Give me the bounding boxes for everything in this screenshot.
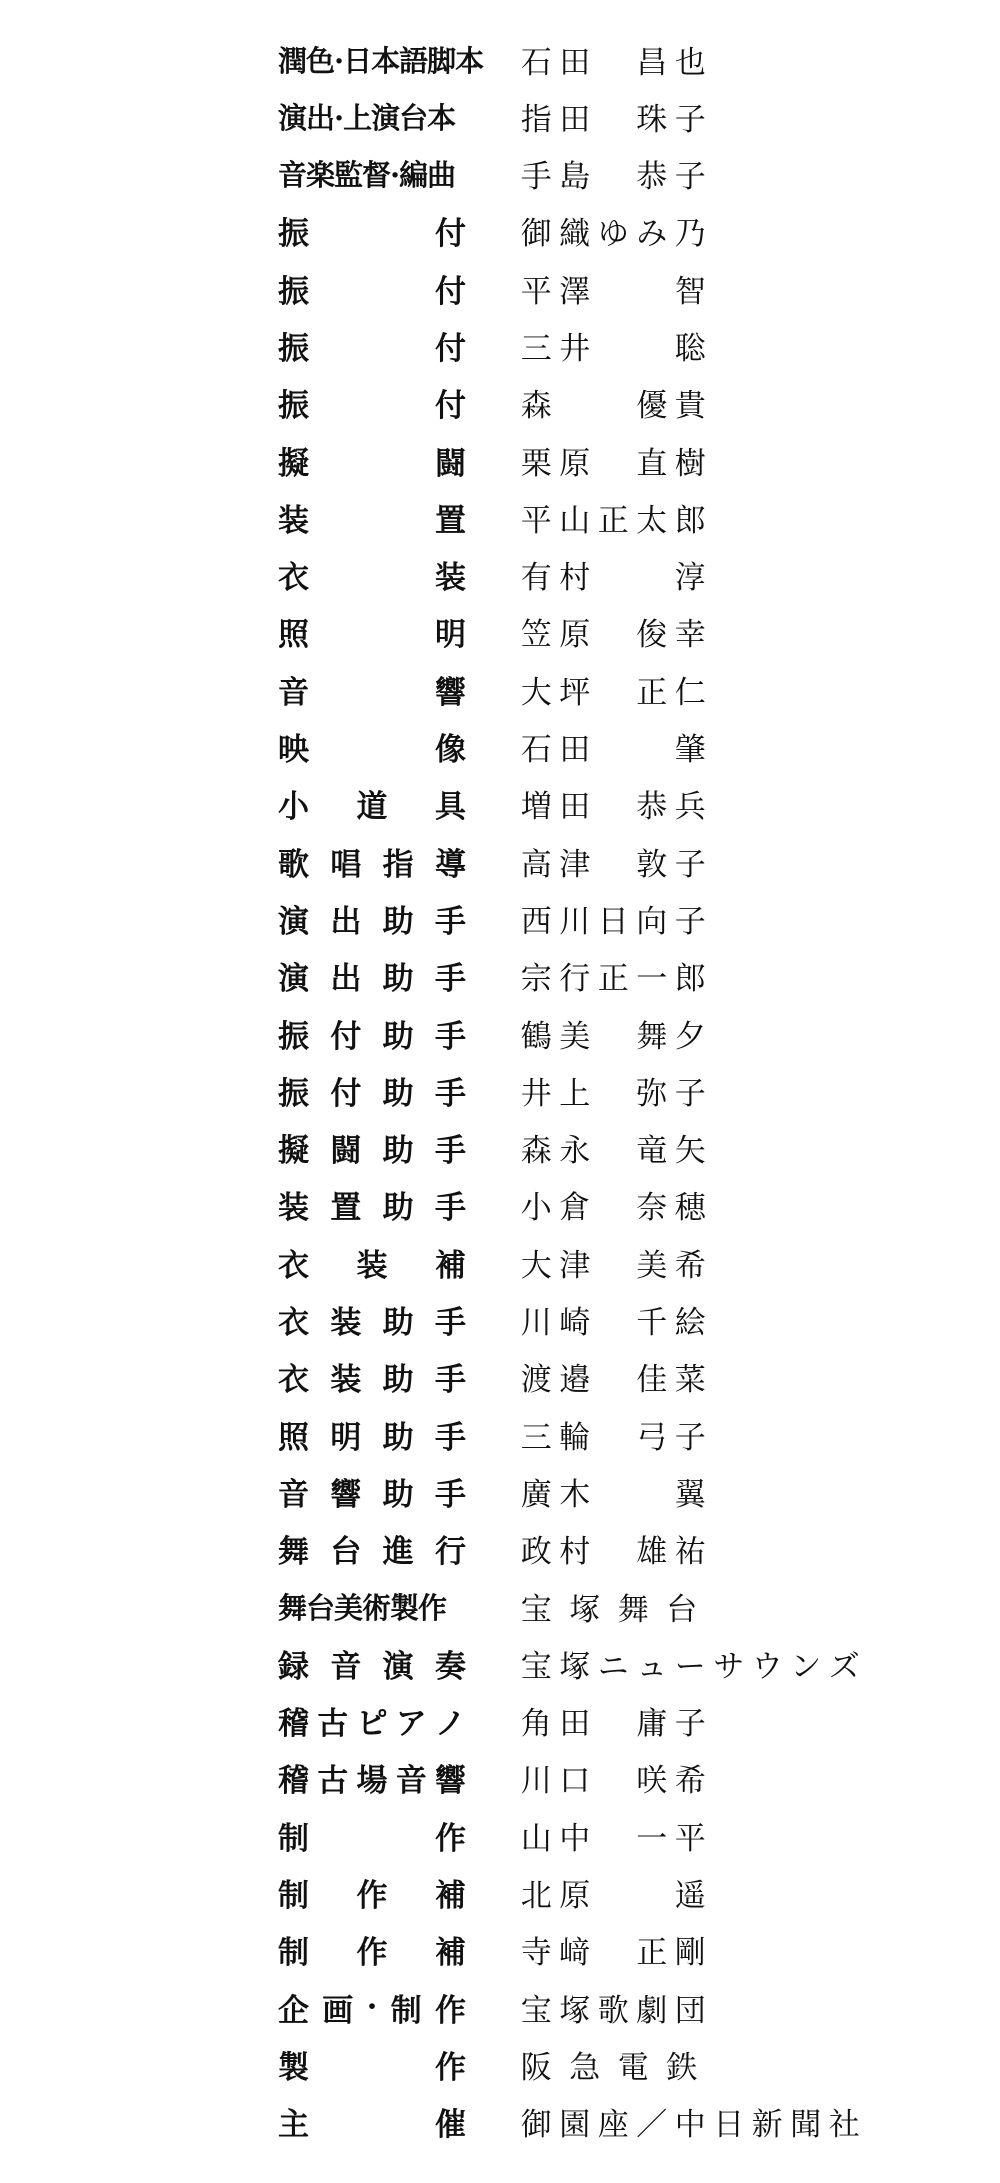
credit-role: 装 置	[278, 502, 466, 539]
credit-role: 稽 古 場 音 響	[278, 1763, 466, 1800]
credit-row	[0, 1922, 1000, 1979]
credit-role: 衣 装 助 手	[278, 1362, 466, 1399]
credit-name: 小 倉 奈 穂	[520, 1190, 706, 1227]
credit-name: 宝 塚 舞 台	[520, 1591, 698, 1628]
credit-name: 高 津 敦 子	[520, 846, 706, 883]
credit-name: 森 優 貴	[520, 388, 706, 425]
credit-role: 照 明	[278, 617, 466, 654]
credit-name: 西 川 日 向 子	[520, 903, 706, 940]
credit-name: 山 中 一 平	[520, 1820, 706, 1857]
credit-row	[0, 260, 1000, 317]
credit-role: 衣 装 助 手	[278, 1305, 466, 1342]
credit-role: 振 付	[278, 216, 466, 253]
credit-row	[0, 2094, 1000, 2151]
credit-row	[0, 432, 1000, 489]
credit-role: 擬 闘 助 手	[278, 1133, 466, 1170]
credit-name: 森 永 竜 矢	[520, 1133, 706, 1170]
credit-name: 寺 﨑 正 剛	[520, 1935, 706, 1972]
credit-row	[0, 776, 1000, 833]
credit-role: 舞 台 進 行	[278, 1534, 466, 1571]
credit-name: 阪 急 電 鉄	[520, 2049, 698, 2086]
credit-name: 手 島 恭 子	[520, 159, 706, 196]
credit-role: 舞台美術製作	[278, 1590, 447, 1625]
credit-name: 御 織 ゆ み 乃	[520, 216, 706, 253]
credit-row	[0, 1177, 1000, 1234]
credit-name: 栗 原 直 樹	[520, 445, 706, 482]
credit-role: 擬 闘	[278, 445, 466, 482]
credit-role: 製 作	[278, 2049, 466, 2086]
credit-row	[0, 1521, 1000, 1578]
credit-role: 照 明 助 手	[278, 1419, 466, 1456]
credit-row	[0, 1693, 1000, 1750]
credit-name: 川 口 咲 希	[520, 1763, 706, 1800]
credit-role: 演出·上演台本	[278, 100, 456, 135]
credit-name: 大 坪 正 仁	[520, 674, 706, 711]
credit-name: 指 田 珠 子	[520, 101, 706, 138]
credit-role: 振 付	[278, 273, 466, 310]
credit-name: 石 田 肇	[520, 732, 706, 769]
credit-row	[0, 203, 1000, 260]
credit-role: 衣 装 補	[278, 1247, 466, 1284]
credit-name: 三 井 聡	[520, 330, 706, 367]
credit-role: 潤色·日本語脚本	[278, 43, 484, 78]
credit-row	[0, 1349, 1000, 1406]
credit-name: 平 山 正 太 郎	[520, 502, 706, 539]
credit-role: 振 付	[278, 388, 466, 425]
credit-name: 宝 塚 歌 劇 団	[520, 1992, 706, 2029]
credit-row	[0, 719, 1000, 776]
credit-row	[0, 1292, 1000, 1349]
credit-name: 宗 行 正 一 郎	[520, 961, 706, 998]
credit-row	[0, 1578, 1000, 1635]
credit-role: 小 道 具	[278, 789, 466, 826]
credit-name: 角 田 庸 子	[520, 1706, 706, 1743]
credit-name: 渡 邉 佳 菜	[520, 1362, 706, 1399]
credit-row	[0, 604, 1000, 661]
credit-row	[0, 2036, 1000, 2093]
credit-name: 宝 塚 ニ ュ ー サ ウ ン ズ	[520, 1648, 860, 1685]
credit-row	[0, 489, 1000, 546]
credit-row	[0, 547, 1000, 604]
credit-row	[0, 31, 1000, 88]
credit-name: 笠 原 俊 幸	[520, 617, 706, 654]
credit-role: 音楽監督·編曲	[278, 158, 456, 193]
credit-row	[0, 1635, 1000, 1692]
credit-row	[0, 88, 1000, 145]
credit-row	[0, 1120, 1000, 1177]
credit-role: 衣 装	[278, 560, 466, 597]
credit-name: 三 輪 弓 子	[520, 1419, 706, 1456]
credit-row	[0, 1005, 1000, 1062]
credit-row	[0, 1406, 1000, 1463]
credit-row	[0, 146, 1000, 203]
credit-role: 歌 唱 指 導	[278, 846, 466, 883]
credit-row	[0, 375, 1000, 432]
credit-row	[0, 1750, 1000, 1807]
credit-name: 北 原 遥	[520, 1878, 706, 1914]
credit-name: 大 津 美 希	[520, 1247, 706, 1284]
credit-row	[0, 1234, 1000, 1291]
credit-role: 演 出 助 手	[278, 903, 466, 940]
credit-role: 映 像	[278, 732, 466, 769]
credit-role: 制 作	[278, 1820, 466, 1857]
credit-name: 御 園 座 ／ 中 日 新 聞 社	[520, 2107, 860, 2144]
credit-role: 振 付 助 手	[278, 1075, 466, 1112]
credit-row	[0, 1979, 1000, 2036]
credit-role: 主 催	[278, 2107, 466, 2144]
credit-role: 制 作 補	[278, 1935, 466, 1972]
credit-row	[0, 890, 1000, 947]
credit-row	[0, 661, 1000, 718]
credit-row	[0, 1062, 1000, 1119]
credit-name: 廣 木 翼	[520, 1476, 706, 1513]
credit-role: 録 音 演 奏	[278, 1648, 466, 1685]
credit-role: 音 響 助 手	[278, 1476, 466, 1513]
credit-name: 有 村 淳	[520, 560, 706, 597]
credit-role: 演 出 助 手	[278, 961, 466, 998]
credit-role: 制 作 補	[278, 1878, 466, 1914]
credit-row	[0, 317, 1000, 374]
staff-credits-list	[0, 31, 1000, 2151]
credit-row	[0, 833, 1000, 890]
credit-name: 石 田 昌 也	[520, 44, 706, 81]
credit-role: 振 付 助 手	[278, 1018, 466, 1055]
credit-row	[0, 1463, 1000, 1520]
credit-name: 増 田 恭 兵	[520, 789, 706, 826]
credit-role: 振 付	[278, 330, 466, 367]
credit-role: 音 響	[278, 674, 466, 711]
credit-role: 企 画 · 制 作	[278, 1989, 466, 2029]
credit-role: 装 置 助 手	[278, 1190, 466, 1227]
credit-row	[0, 1807, 1000, 1864]
credit-row	[0, 948, 1000, 1005]
credit-name: 川 崎 千 絵	[520, 1305, 706, 1342]
credit-name: 政 村 雄 祐	[520, 1534, 706, 1571]
credit-name: 鶴 美 舞 夕	[520, 1018, 706, 1055]
credit-row	[0, 1865, 1000, 1922]
credit-name: 井 上 弥 子	[520, 1075, 706, 1112]
credit-name: 平 澤 智	[520, 273, 706, 310]
credit-role: 稽 古 ピ ア ノ	[278, 1706, 466, 1743]
